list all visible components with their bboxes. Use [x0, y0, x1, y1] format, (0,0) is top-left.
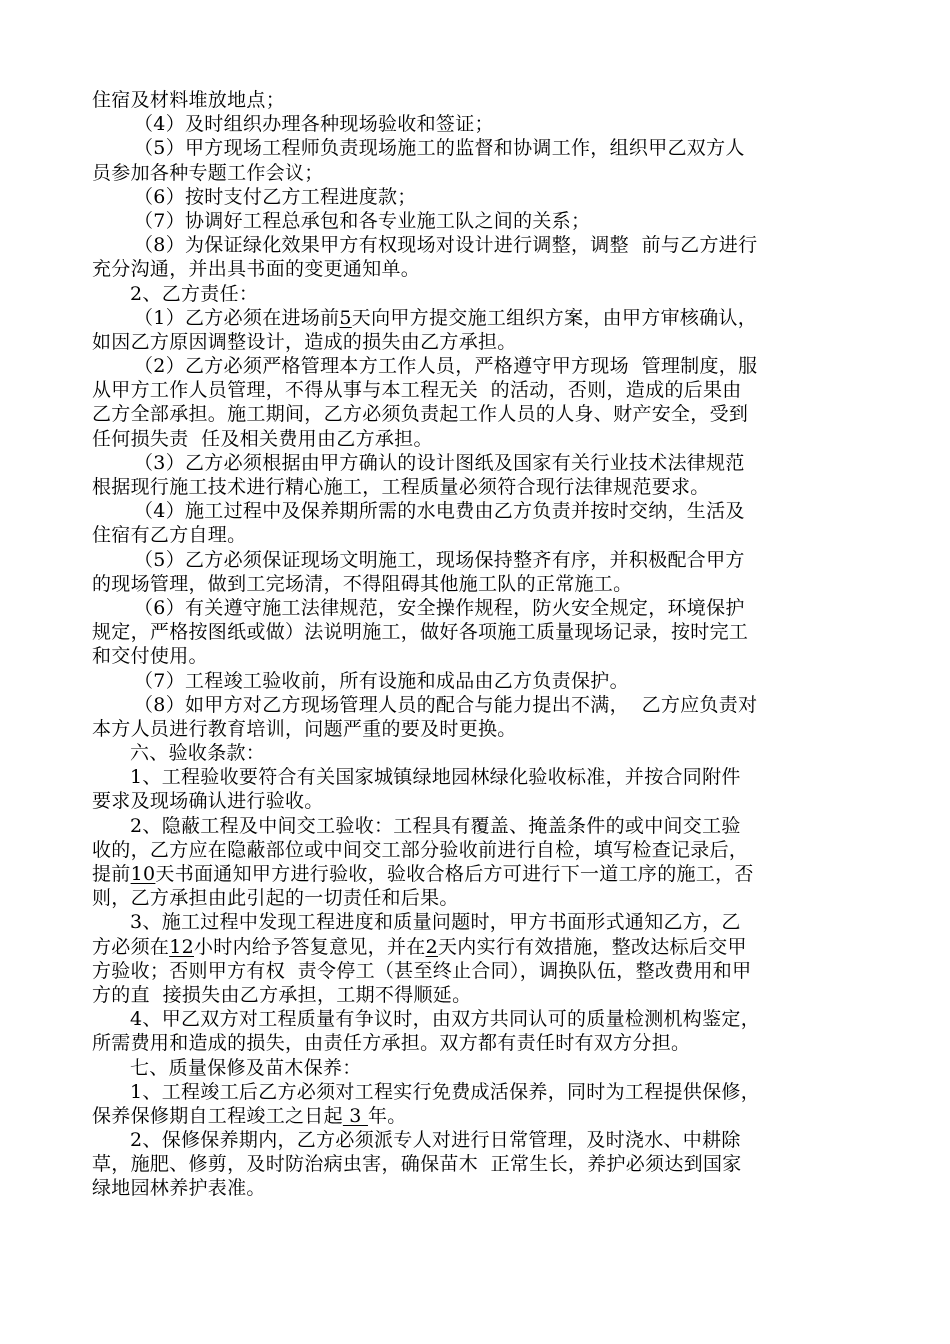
- text-segment: 4、甲乙双方对工程质量有争议时，由双方共同认可的质量检测机构鉴定，: [130, 1008, 760, 1031]
- text-line: [92, 1176, 862, 1200]
- text-segment: 2、乙方责任：: [130, 282, 259, 305]
- text-segment: 方验收；否则甲方有权 责令停工（甚至终止合同），调换队伍，整改费用和甲: [92, 959, 752, 982]
- text-segment: （5）甲方现场工程师负责现场施工的监督和协调工作，组织甲乙双方人: [134, 137, 745, 160]
- text-segment: （6）有关遵守施工法律规范，安全操作规程，防火安全规定，环境保护: [134, 596, 745, 619]
- text-line: [92, 1080, 862, 1104]
- text-line: [92, 402, 862, 426]
- text-segment: 1、工程竣工后乙方必须对工程实行免费成活保养，同时为工程提供保修，: [130, 1080, 760, 1103]
- text-segment: 收的，乙方应在隐蔽部位或中间交工部分验收前进行自检，填写检查记录后，: [92, 838, 749, 861]
- text-line: [92, 886, 862, 910]
- underlined-value: 2: [425, 935, 438, 958]
- text-line: [92, 1056, 862, 1080]
- text-segment: 六、验收条款：: [130, 742, 266, 765]
- text-line: [92, 741, 862, 765]
- text-line: [92, 814, 862, 838]
- text-segment: （8）如甲方对乙方现场管理人员的配合与能力提出不满， 乙方应负责对: [134, 693, 758, 716]
- text-segment: 小时内给予答复意见，并在: [193, 935, 426, 958]
- text-line: [92, 282, 862, 306]
- text-line: [92, 959, 862, 983]
- text-segment: （3）乙方必须根据由甲方确认的设计图纸及国家有关行业技术法律规范: [134, 451, 745, 474]
- text-line: [92, 451, 862, 475]
- text-segment: 则，乙方承担由此引起的一切责任和后果。: [92, 887, 459, 910]
- text-segment: 七、质量保修及苗木保养：: [130, 1056, 362, 1079]
- text-line: [92, 789, 862, 813]
- text-segment: 天向甲方提交施工组织方案，由甲方审核确认，: [351, 306, 758, 329]
- text-segment: （2）乙方必须严格管理本方工作人员，严格遵守甲方现场 管理制度，服: [134, 355, 758, 378]
- text-line: [92, 1152, 862, 1176]
- text-line: [92, 596, 862, 620]
- text-segment: 天书面通知甲方进行验收，验收合格后方可进行下一道工序的施工，否: [155, 863, 754, 885]
- text-segment: 从甲方工作人员管理，不得从事与本工程无关 的活动，否则，造成的后果由: [92, 379, 742, 402]
- text-line: [92, 644, 862, 668]
- text-segment: 3、施工过程中发现工程进度和质量问题时，甲方书面形式通知乙方，乙: [130, 911, 741, 934]
- text-segment: 1、工程验收要符合有关国家城镇绿地园林绿化验收标准，并按合同附件: [130, 766, 741, 789]
- text-line: [92, 306, 862, 330]
- text-segment: （7）协调好工程总承包和各专业施工队之间的关系；: [134, 209, 591, 232]
- text-segment: （4）及时组织办理各种现场验收和签证；: [134, 113, 494, 136]
- text-segment: （6）按时支付乙方工程进度款；: [134, 185, 417, 208]
- text-segment: 2、保修保养期内，乙方必须派专人对进行日常管理，及时浇水、中耕除: [130, 1129, 741, 1152]
- text-segment: 员参加各种专题工作会议；: [92, 161, 324, 184]
- text-line: [92, 548, 862, 572]
- text-line: [92, 1128, 862, 1152]
- underlined-value: 12: [169, 935, 194, 958]
- text-line: [92, 620, 862, 644]
- text-segment: 年。: [367, 1104, 407, 1127]
- text-line: [92, 475, 862, 499]
- text-segment: 方的直 接损失由乙方承担，工期不得顺延。: [92, 983, 472, 1006]
- text-segment: 和交付使用。: [92, 645, 208, 668]
- text-segment: 充分沟通，并出具书面的变更通知单。: [92, 258, 421, 281]
- text-line: [92, 1007, 862, 1031]
- text-line: [92, 330, 862, 354]
- text-segment: 本方人员进行教育培训，问题严重的要及时更换。: [92, 717, 517, 740]
- text-line: [92, 378, 862, 402]
- text-line: [92, 1104, 862, 1128]
- text-segment: 保养保修期自工程竣工之日起: [92, 1104, 343, 1127]
- text-line: [92, 185, 862, 209]
- text-line: [92, 572, 862, 596]
- text-segment: 要求及现场确认进行验收。: [92, 790, 324, 813]
- text-segment: 乙方全部承担。施工期间，乙方必须负责起工作人员的人身、财产安全，受到: [92, 403, 749, 426]
- text-segment: 2、隐蔽工程及中间交工验收：工程具有覆盖、掩盖条件的或中间交工验: [130, 814, 741, 837]
- text-line: [92, 257, 862, 281]
- underlined-value: 3: [342, 1104, 368, 1127]
- text-line: [92, 693, 862, 717]
- text-segment: 任何损失责 任及相关费用由乙方承担。: [92, 427, 433, 450]
- text-line: [92, 427, 862, 451]
- text-segment: 绿地园林养护表准。: [92, 1177, 266, 1200]
- text-line: [92, 1031, 862, 1055]
- text-segment: 住宿有乙方自理。: [92, 524, 247, 547]
- text-line: [92, 209, 862, 233]
- text-line: [92, 935, 862, 959]
- underlined-value: 10: [130, 863, 156, 885]
- text-line: [92, 354, 862, 378]
- text-segment: （5）乙方必须保证现场文明施工，现场保持整齐有序，并积极配合甲方: [134, 548, 745, 571]
- text-line: [92, 838, 862, 862]
- underlined-value: 5: [339, 306, 352, 329]
- text-segment: （7）工程竣工验收前，所有设施和成品由乙方负责保护。: [134, 669, 629, 692]
- text-segment: 所需费用和造成的损失，由责任方承担。双方都有责任时有双方分担。: [92, 1032, 691, 1055]
- text-line: [92, 112, 862, 136]
- text-line: [92, 765, 862, 789]
- text-line: [92, 523, 862, 547]
- text-segment: 天内实行有效措施，整改达标后交甲: [437, 935, 747, 958]
- text-segment: （8）为保证绿化效果甲方有权现场对设计进行调整，调整 前与乙方进行: [134, 234, 758, 257]
- contract-text-body: [92, 88, 862, 1201]
- text-segment: 方必须在: [92, 935, 170, 958]
- text-segment: 提前: [92, 863, 131, 885]
- text-segment: （4）施工过程中及保养期所需的水电费由乙方负责并按时交纳，生活及: [134, 500, 745, 523]
- text-line: [92, 233, 862, 257]
- text-line: [92, 88, 862, 112]
- text-segment: 如因乙方原因调整设计，造成的损失由乙方承担。: [92, 330, 517, 353]
- text-line: [92, 499, 862, 523]
- text-segment: 住宿及材料堆放地点；: [92, 89, 286, 111]
- text-line: [92, 910, 862, 934]
- text-segment: 草，施肥、修剪，及时防治病虫害，确保苗木 正常生长，养护必须达到国家: [92, 1153, 742, 1176]
- text-line: [92, 136, 862, 160]
- text-line: [92, 983, 862, 1007]
- text-line: [92, 161, 862, 185]
- text-line: [92, 669, 862, 693]
- text-line: [92, 717, 862, 741]
- text-segment: 规定，严格按图纸或做）法说明施工，做好各项施工质量现场记录，按时完工: [92, 621, 749, 644]
- text-segment: 的现场管理，做到工完场清，不得阻碍其他施工队的正常施工。: [92, 572, 633, 595]
- text-line: [92, 862, 862, 886]
- text-segment: （1）乙方必须在进场前: [134, 306, 340, 329]
- text-segment: 根据现行施工技术进行精心施工，工程质量必须符合现行法律规范要求。: [92, 476, 710, 498]
